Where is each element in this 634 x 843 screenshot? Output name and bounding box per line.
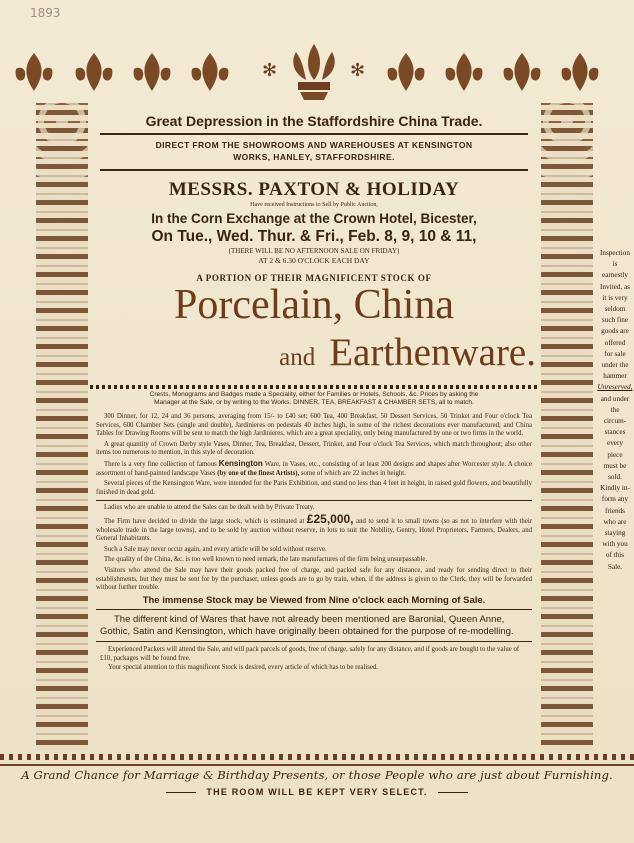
sidenote-line: who are (603, 517, 627, 526)
sidenote-line: hammer (603, 372, 627, 381)
sidenote-line: under the (601, 361, 629, 370)
fleur-ornament-icon (8, 49, 60, 95)
sidenote-line: Invited, as (600, 282, 630, 291)
sidenote-line: earnestly (602, 271, 628, 280)
sidenote-line: it is very (602, 293, 628, 302)
kensington-emphasis: Kensington (218, 458, 263, 468)
paragraph-estimate (96, 511, 532, 544)
text: There is a very fine collection of famous (104, 460, 217, 468)
sidenote-line: Sale. (607, 562, 623, 571)
left-ornamental-border (36, 103, 88, 751)
right-ornamental-border (541, 103, 593, 751)
artists-emphasis: (by one of the finest Artists), (217, 469, 300, 477)
paragraph-kensington (96, 460, 532, 478)
sidenote-line: Inspection (600, 249, 630, 257)
instructions-line: Have received Instructions to Sell by Public Auction, (250, 202, 378, 208)
venue-line: In the Corn Exchange at the Crown Hotel, Bicester, (151, 211, 477, 226)
auctioneers-name: MESSRS. PAXTON & HOLIDAY (168, 179, 460, 200)
fleur-ornament-icon (126, 49, 178, 95)
fleur-ornament-icon (184, 49, 236, 95)
sidenote-line: every (607, 439, 623, 448)
grand-chance-slogan: A Grand Chance for Marriage & Birthday Presents, or those People who are just about Furnishing. (21, 768, 613, 782)
divider (96, 609, 532, 610)
handwritten-style-sidenote (595, 248, 634, 573)
estimate-amount: £25,000, (306, 511, 354, 526)
sidenote-line: stances (604, 428, 626, 437)
headline-earthenware-row (90, 333, 538, 381)
crests-line-2: Manager at the Sale, or by writing to the Works. DINNER, TEA, BREAKFAST & CHAMBER SETS, all to match. (154, 399, 474, 406)
headline-porcelain-china: Porcelain, China (174, 282, 454, 328)
sidenote-line: and under (600, 394, 630, 403)
divider (100, 169, 528, 171)
wares-notice (90, 614, 538, 637)
sidenote-line: circum- (603, 417, 627, 426)
direct-line-2: WORKS, HANLEY, STAFFORDSHIRE. (233, 152, 395, 162)
bottom-rule (0, 764, 634, 766)
star-ornament-icon: ✻ (350, 60, 366, 80)
portion-line: A PORTION OF THEIR MAGNIFICENT STOCK OF (196, 273, 432, 283)
sidenote-line: for sale (604, 349, 626, 358)
sidenote-unreserved: Unreserved, (597, 383, 633, 392)
sidenote-line: of this (605, 551, 625, 560)
fleur-ornament-icon (496, 49, 548, 95)
star-ornament-icon: ✻ (262, 60, 278, 80)
text: The Firm have decided to divide the large stock, which is estimated at (104, 517, 305, 525)
room-select-text: THE ROOM WILL BE KEPT VERY SELECT. (206, 787, 428, 797)
packers-notice (90, 646, 538, 673)
text: Ware, in Vases, etc., consisting of at least 200 designs and shapes after Worcester style. A choice assortment of hand-painted landscape Vases (96, 460, 533, 477)
fleur-ornament-icon (554, 49, 606, 95)
divider (100, 133, 528, 135)
paragraph: Visitors who attend the Sale may have their goods packed free of charge, and packed safe for any distance, and ready for sending direct to their establishments, but they must be sent for by the purchaser, unless goods are to go by train, when, if the address is given to the Clerk, they will be forwarded without further trouble. (96, 566, 532, 592)
sidenote-line: Kindly in- (600, 484, 630, 493)
headline-depression: Great Depression in the Staffordshire China Trade. (145, 113, 483, 129)
sidenote-line: form any (601, 495, 629, 504)
sidenote-line: must be (603, 461, 627, 470)
sale-dates: On Tue., Wed. Thur. & Fri., Feb. 8, 9, 10 & 11, (151, 228, 477, 245)
direct-from-line (90, 139, 538, 163)
sidenote-line: goods are (601, 327, 629, 336)
divider (96, 500, 532, 501)
paragraph: A great quantity of Crown Derby style Vases, Dinner, Tea, Breakfast, Dessert, Trinket, and Four o'clock Tea Services, which match throughout; also other items too numerous to mention, in this style of decoration. (96, 440, 532, 457)
prince-of-wales-feathers-crest-icon (282, 40, 346, 104)
headline-and: and (279, 344, 316, 371)
attention-text: Your special attention to this magnificent Stock is desired, every article of which has to be realised. (108, 664, 378, 672)
stock-description (90, 413, 538, 605)
viewing-notice: The immense Stock may be Viewed from Nine o'clock each Morning of Sale. (142, 594, 486, 606)
paragraph: 300 Dinner, for 12, 24 and 36 persons, averaging from 15/- to £40 set; 600 Tea, 400 Breakfast, 50 Dessert Services, 50 Trinket and Four o'clock Tea Services, 600 Chamber Sets (single and double), Jardinieres on pedestals 40 inches high, in some of the richest decorations ever manufactured; and China Tables for Drawing Rooms will be sent to match the high Jardinieres, which are a great speciality, only being manufactured by one or two firms in the world. (96, 413, 532, 438)
dash-ornament (166, 792, 196, 794)
sidenote-line: the (610, 405, 620, 414)
dash-ornament (438, 792, 468, 794)
no-afternoon-note: (THERE WILL BE NO AFTERNOON SALE ON FRIDAY) (228, 247, 400, 255)
fleur-ornament-icon (438, 49, 490, 95)
wavy-divider (90, 385, 538, 389)
divider (96, 641, 532, 642)
bottom-ornament-rule (0, 754, 634, 760)
year-note: 1893 (30, 6, 61, 20)
sidenote-line: piece (607, 450, 623, 459)
packers-text: Experienced Packers will attend the Sale, and will pack parcels of goods, free of charge, safely for any distance, and if goods are bought to the value of £10, packages will be found free. (100, 646, 520, 662)
sidenote-line: staying (604, 529, 626, 538)
paragraph: Such a Sale may never occur again, and every article will be sold without reserve. (104, 545, 327, 553)
text: some of which are 22 inches in height. (300, 469, 406, 477)
main-content (90, 103, 538, 674)
sale-times: AT 2 & 6.30 O'CLOCK EACH DAY (258, 256, 370, 265)
sidenote-line: offered (604, 338, 626, 347)
paragraph: Several pieces of the Kensington Ware, were intended for the Paris Exhibition, and stand no less than 4 feet in height, in raised gold flowers, and beautifully finished in dead gold. (96, 480, 532, 496)
text: and to send it to small towns (so as not to interfere with their wholesale trade in the large towns), and to be sold by auction without reserve, in lots to suit the Nobility, Gentry, Hotel Proprietors, Farmers, Dealers, and General Inhabitants. (96, 517, 532, 543)
headline-earthenware: Earthenware. (329, 331, 536, 374)
sidenote-line: with you (602, 540, 628, 549)
crests-line-1: Crests, Monograms and Badges made a Speciality, either for Families or Hotels, Schools, &c. Prices by asking the (149, 391, 479, 398)
fleur-ornament-icon (380, 49, 432, 95)
sidenote-line: such fine (601, 316, 629, 325)
paragraph: The quality of the China, &c. is too well known to need remark, the late manufactures of the firm being unsurpassable. (104, 556, 428, 564)
fleur-ornament-icon (68, 49, 120, 95)
room-select-line (0, 787, 634, 797)
sidenote-line: is (612, 260, 618, 269)
crests-notice (90, 391, 538, 407)
paragraph: Ladies who are unable to attend the Sales can be dealt with by Private Treaty. (104, 504, 315, 512)
direct-line-1: DIRECT FROM THE SHOWROOMS AND WAREHOUSES AT KENSINGTON (155, 140, 473, 150)
sidenote-line: sold. (608, 473, 622, 482)
wares-text: The different kind of Wares that have not already been mentioned are Baronial, Queen Anne, Gothic, Satin and Kensington, which have originally been obtained for the purpose of re-modelling. (100, 614, 514, 637)
sidenote-line: seldom (604, 305, 626, 314)
sidenote-line: friends (605, 506, 625, 515)
